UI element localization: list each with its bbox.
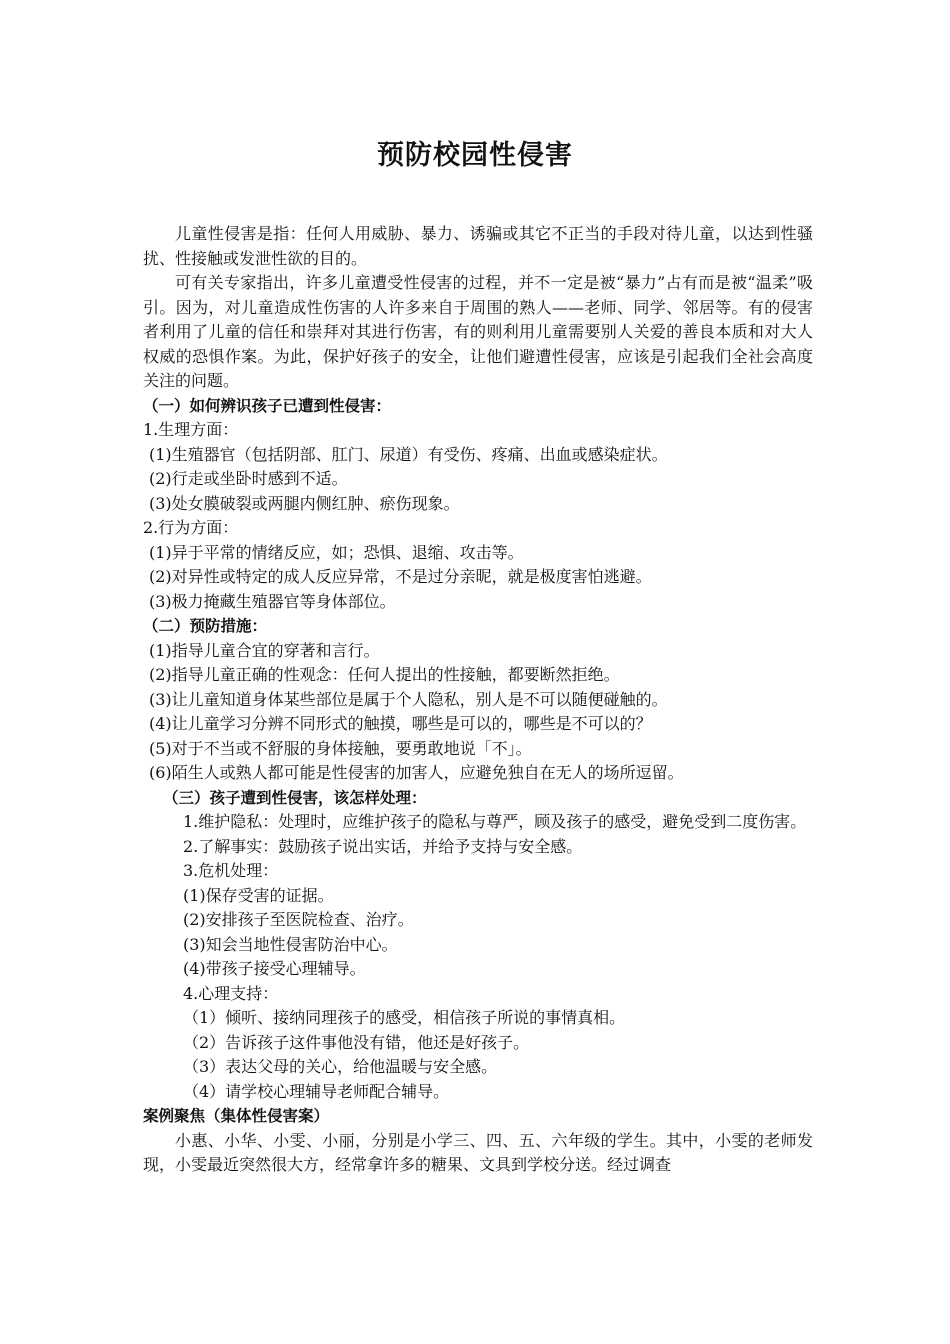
- list-item: (3)处女膜破裂或两腿内侧红肿、瘀伤现象。: [149, 493, 460, 513]
- list-item: （2）告诉孩子这件事他没有错，他还是好孩子。: [183, 1032, 530, 1052]
- intro-paragraph-1: 儿童性侵害是指：任何人用威胁、暴力、诱骗或其它不正当的手段对待儿童，以达到性骚扰、性接触或发泄性欲的目的。: [143, 224, 813, 268]
- list-item: (4)让儿童学习分辨不同形式的触摸，哪些是可以的，哪些是不可以的？: [149, 714, 652, 733]
- intro-paragraph-2: 可有关专家指出，许多儿童遭受性侵害的过程，并不一定是被“暴力”占有而是被“温柔”吸引。因为，对儿童造成性伤害的人许多来自于周围的熟人——老师、同学、邻居等。有的侵害者利用了儿童的信任和崇拜对其进行伤害，有的则利用儿童需要别人关爱的善良本质和对大人权威的恐惧作案。为此，保护好孩子的安全，让他们避遭性侵害，应该是引起我们全社会高度关注的问题。: [143, 273, 813, 390]
- section-3-item-1: 1.维护隐私：处理时，应维护孩子的隐私与尊严，顾及孩子的感受，避免受到二度伤害。: [183, 812, 807, 831]
- section-1-heading: （一）如何辨识孩子已遭到性侵害：: [143, 396, 392, 415]
- list-item: （1）倾听、接纳同理孩子的感受，相信孩子所说的事情真相。: [183, 1008, 626, 1027]
- section-1-sub-1: 1.生理方面：: [143, 420, 239, 439]
- list-item: (1)指导儿童合宜的穿著和言行。: [149, 640, 380, 660]
- list-item: (6)陌生人或熟人都可能是性侵害的加害人，应避免独自在无人的场所逗留。: [149, 763, 684, 782]
- list-item: （3）表达父母的关心，给他温暖与安全感。: [183, 1057, 498, 1076]
- section-3-heading: （三）孩子遭到性侵害，该怎样处理：: [163, 788, 427, 807]
- section-1-sub-2: 2.行为方面：: [143, 518, 239, 537]
- section-3-item-2: 2.了解事实：鼓励孩子说出实话，并给予支持与安全感。: [183, 836, 583, 856]
- list-item: (4)带孩子接受心理辅导。: [183, 959, 366, 978]
- section-3-item-3: 3.危机处理：: [183, 861, 279, 880]
- list-item: (2)安排孩子至医院检查、治疗。: [183, 910, 414, 929]
- list-item: (3)极力掩藏生殖器官等身体部位。: [149, 591, 396, 611]
- list-item: (1)保存受害的证据。: [183, 885, 334, 905]
- list-item: (2)指导儿童正确的性观念：任何人提出的性接触，都要断然拒绝。: [149, 665, 620, 684]
- case-paragraph: 小惠、小华、小雯、小丽，分别是小学三、四、五、六年级的学生。其中，小雯的老师发现，小雯最近突然很大方，经常拿许多的糖果、文具到学校分送。经过调查: [143, 1130, 813, 1174]
- case-heading: 案例聚焦（集体性侵害案）: [143, 1107, 330, 1125]
- list-item: (3)让儿童知道身体某些部位是属于个人隐私，别人是不可以随便碰触的。: [149, 689, 668, 709]
- page-title: 预防校园性侵害: [377, 140, 573, 171]
- list-item: （4）请学校心理辅导老师配合辅导。: [183, 1081, 450, 1101]
- list-item: (5)对于不当或不舒服的身体接触，要勇敢地说「不」。: [149, 738, 532, 758]
- document-body: [143, 222, 813, 1178]
- list-item: (2)对异性或特定的成人反应异常，不是过分亲昵，就是极度害怕逃避。: [149, 567, 652, 586]
- list-item: (1)生殖器官（包括阴部、肛门、尿道）有受伤、疼痛、出血或感染症状。: [149, 444, 668, 464]
- section-3-item-4: 4.心理支持：: [183, 983, 279, 1003]
- list-item: (2)行走或坐卧时感到不适。: [149, 469, 348, 488]
- list-item: (3)知会当地性侵害防治中心。: [183, 934, 398, 954]
- list-item: (1)异于平常的情绪反应，如；恐惧、退缩、攻击等。: [149, 542, 524, 562]
- section-2-heading: （二）预防措施：: [143, 617, 268, 635]
